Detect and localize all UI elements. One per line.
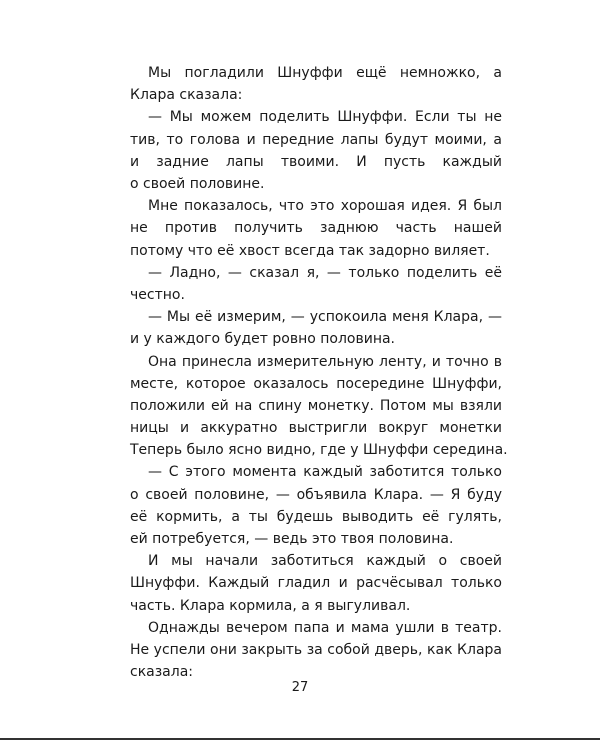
text-line: часть. Клара кормила, а я выгуливал. bbox=[130, 597, 411, 614]
text-line: не против получить заднюю часть нашей bbox=[130, 220, 502, 237]
text-line: И мы начали заботиться каждый о своей bbox=[148, 553, 502, 570]
bottom-divider bbox=[0, 738, 600, 740]
text-line: о своей половине, — объявила Клара. — Я буду bbox=[130, 486, 502, 503]
page-number: 27 bbox=[291, 680, 309, 695]
text-line: Мы погладили Шнуффи ещё немножко, а bbox=[148, 65, 502, 81]
text-line: положили ей на спину монетку. Потом мы взяли bbox=[130, 397, 502, 414]
text-line: — Ладно, — сказал я, — только поделить её bbox=[148, 264, 502, 281]
text-line: Мне показалось, что это хорошая идея. Я был bbox=[148, 198, 502, 215]
text-line: честно. bbox=[130, 286, 185, 303]
text-line: о своей половине. bbox=[130, 175, 265, 192]
text-line: — Мы можем поделить Шнуффи. Если ты не bbox=[148, 109, 502, 126]
text-line: и задние лапы твоими. И пусть каждый bbox=[130, 153, 502, 170]
text-line: — Мы её измерим, — успокоила меня Клара, — bbox=[148, 309, 502, 326]
text-line: сказала: bbox=[130, 664, 193, 681]
text-line: ницы и аккуратно выстригли вокруг монетки bbox=[130, 420, 502, 437]
text-line: ей потребуется, — ведь это твоя половина. bbox=[130, 531, 454, 548]
text-line: её кормить, а ты будешь выводить её гулять, bbox=[130, 508, 502, 525]
page-text bbox=[130, 62, 508, 683]
text-line: и у каждого будет ровно половина. bbox=[130, 331, 396, 348]
text-line: месте, которое оказалось посередине Шнуффи, bbox=[130, 375, 502, 392]
text-line: тив, то голова и передние лапы будут моими, а bbox=[130, 131, 502, 148]
text-line: Однажды вечером папа и мама ушли в театр. bbox=[148, 619, 502, 636]
text-line: Клара сказала: bbox=[130, 87, 243, 104]
text-line: Она принесла измерительную ленту, и точно в bbox=[148, 353, 502, 370]
text-line: Не успели они закрыть за собой дверь, как Клара bbox=[130, 642, 502, 658]
text-line: Шнуффи. Каждый гладил и расчёсывал только bbox=[130, 575, 502, 592]
text-line: потому что её хвост всегда так задорно виляет. bbox=[130, 242, 490, 259]
text-line: — С этого момента каждый заботится только bbox=[148, 464, 502, 481]
text-line: Теперь было ясно видно, где у Шнуффи середина. bbox=[130, 442, 508, 459]
